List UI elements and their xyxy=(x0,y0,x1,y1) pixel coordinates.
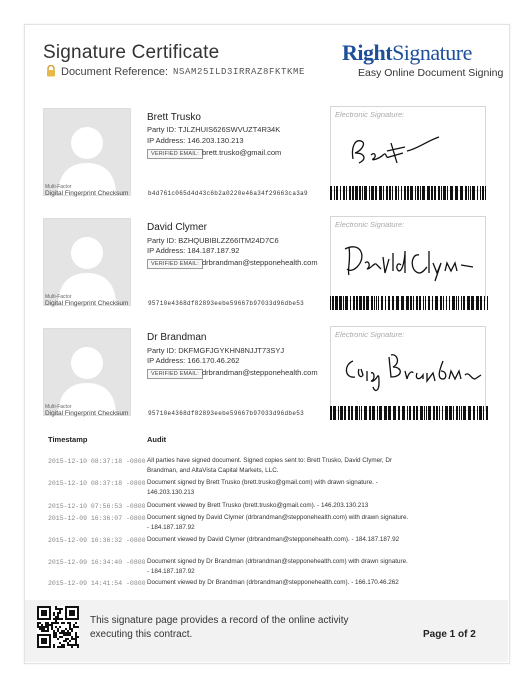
lock-icon xyxy=(45,65,57,77)
audit-timestamp: 2015-12-09 16:34:40 -0800 xyxy=(48,559,146,566)
barcode xyxy=(330,296,488,310)
person-silhouette-icon xyxy=(44,219,130,305)
audit-entry: Document viewed by Brett Trusko (brett.trusko@gmail.com). - 146.203.130.213 xyxy=(147,502,369,509)
ip-address: IP Address: 166.170.46.262 xyxy=(147,356,240,365)
signer-photo-placeholder xyxy=(43,218,131,306)
signer-email: drbrandman@stepponehealth.com xyxy=(202,368,318,377)
multi-factor-label: Multi-Factor xyxy=(45,404,72,410)
multi-factor-label: Multi-Factor xyxy=(45,294,72,300)
signer-name: David Clymer xyxy=(147,222,208,233)
checksum-label: Digital Fingerprint Checksum xyxy=(45,190,129,197)
multi-factor-label: Multi-Factor xyxy=(45,184,72,190)
party-id: Party ID: BZHQUBIBLZZ66ITM24D7C6 xyxy=(147,236,279,245)
doc-reference-value: NSAM25ILD3IRRAZ8FKTKME xyxy=(173,67,306,77)
audit-timestamp: 2015-12-10 08:37:18 -0800 xyxy=(48,480,146,487)
signer-photo-placeholder xyxy=(43,328,131,416)
audit-entry: All parties have signed document. Signed copies sent to: Brett Trusko, David Clymer, Dr Brandman, and AltaVista Capital Markets, LLC. xyxy=(147,457,392,474)
signature-drawing xyxy=(331,327,485,410)
audit-entry: Document viewed by Dr Brandman (drbrandman@stepponehealth.com). - 166.170.46.262 xyxy=(147,579,399,586)
checksum-label: Digital Fingerprint Checksum xyxy=(45,410,129,417)
audit-entry: Document signed by David Clymer (drbrandman@stepponehealth.com) with drawn signature. - 184.187.187.92 xyxy=(147,514,409,531)
page-number: Page 1 of 2 xyxy=(423,629,476,640)
page-title: Signature Certificate xyxy=(43,42,220,63)
verified-email-badge: VERIFIED EMAIL: xyxy=(147,259,203,269)
signature-drawing xyxy=(331,107,485,190)
audit-timestamp: 2015-12-10 07:56:53 -0800 xyxy=(48,503,146,510)
person-silhouette-icon xyxy=(44,329,130,415)
party-id: Party ID: DKFMGFJGYKHN8NJJT73SYJ xyxy=(147,346,285,355)
checksum-label: Digital Fingerprint Checksum xyxy=(45,300,129,307)
signature-label: Electronic Signature: xyxy=(335,110,405,119)
signature-box xyxy=(330,216,486,301)
ip-address: IP Address: 184.187.187.92 xyxy=(147,246,240,255)
signer-name: Dr Brandman xyxy=(147,332,207,343)
rightsignature-logo: RightSignature xyxy=(342,40,472,65)
audit-timestamp: 2015-12-10 08:37:18 -0800 xyxy=(48,458,146,465)
signature-box xyxy=(330,326,486,411)
signature-label: Electronic Signature: xyxy=(335,220,405,229)
timestamp-column-header: Timestamp xyxy=(48,435,88,444)
audit-column-header: Audit xyxy=(147,435,167,444)
person-silhouette-icon xyxy=(44,109,130,195)
audit-timestamp: 2015-12-09 16:36:32 -0800 xyxy=(48,537,146,544)
audit-timestamp: 2015-12-09 16:36:07 -0800 xyxy=(48,515,146,522)
logo-tagline: Easy Online Document Signing xyxy=(358,67,504,79)
audit-entry: Document signed by Brett Trusko (brett.trusko@gmail.com) with drawn signature. - 146.203.130.213 xyxy=(147,479,378,496)
signature-drawing xyxy=(331,217,485,300)
signer-name: Brett Trusko xyxy=(147,112,201,123)
doc-reference-label: Document Reference: xyxy=(61,66,168,78)
checksum-value: b4d761c065d4d43c6b2a0220e46a34f29663ca3a9 xyxy=(148,190,308,197)
ip-address: IP Address: 146.203.130.213 xyxy=(147,136,244,145)
audit-entry: Document signed by Dr Brandman (drbrandman@stepponehealth.com) with drawn signature. - 184.187.187.92 xyxy=(147,558,408,575)
qr-code xyxy=(37,606,79,648)
signer-email: drbrandman@stepponehealth.com xyxy=(202,258,318,267)
verified-email-badge: VERIFIED EMAIL: xyxy=(147,369,203,379)
barcode xyxy=(330,186,488,200)
signer-email: brett.trusko@gmail.com xyxy=(202,148,282,157)
barcode xyxy=(330,406,488,420)
verified-email-badge: VERIFIED EMAIL: xyxy=(147,149,203,159)
checksum-value: 95710e4368df82893eebe59667b97033d96dbe53 xyxy=(148,300,305,307)
footer-note: This signature page provides a record of the online activity executing this contract. xyxy=(90,615,349,640)
signature-label: Electronic Signature: xyxy=(335,330,405,339)
signer-photo-placeholder xyxy=(43,108,131,196)
checksum-value: 95710e4368df82893eebe59667b97033d96dbe53 xyxy=(148,410,305,417)
audit-timestamp: 2015-12-09 14:41:54 -0800 xyxy=(48,580,146,587)
signature-box xyxy=(330,106,486,191)
audit-entry: Document viewed by David Clymer (drbrandman@stepponehealth.com). - 184.187.187.92 xyxy=(147,536,400,543)
party-id: Party ID: TJLZHUIS626SWVUZT4R34K xyxy=(147,125,281,134)
